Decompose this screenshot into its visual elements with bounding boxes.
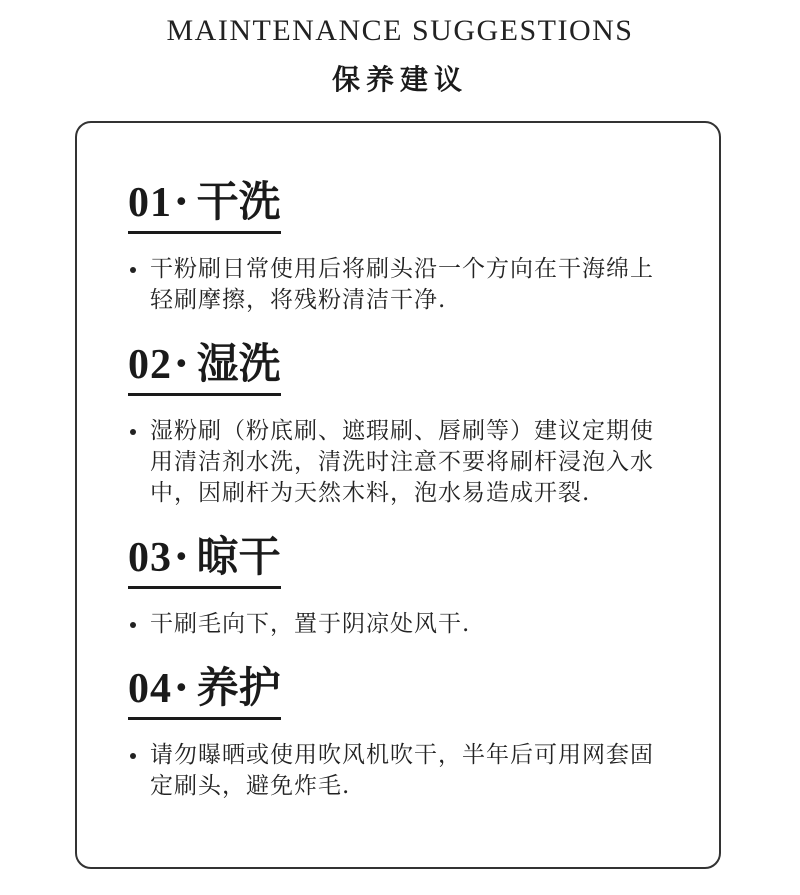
section-heading: [128, 338, 281, 396]
section-number: 02: [128, 342, 172, 388]
section-heading: [128, 662, 281, 720]
page-title-chinese: 保养建议: [331, 63, 468, 96]
section-number: 03: [128, 535, 172, 581]
section-title: 养护: [196, 663, 281, 712]
bullet-item: [128, 416, 688, 509]
section-number: 01: [128, 180, 172, 226]
bullet-line: 请勿曝晒或使用吹风机吹干，半年后可用网套固: [150, 742, 654, 768]
section-title: 晾干: [196, 532, 281, 581]
section-separator: ·: [174, 339, 189, 388]
section-dry-wash: [128, 176, 688, 316]
bullet-line: 中，因刷杆为天然木料，泡水易造成开裂.: [150, 480, 591, 506]
section-separator: ·: [174, 177, 189, 226]
section-title: 干洗: [196, 177, 281, 226]
section-title: 湿洗: [196, 339, 281, 388]
section-separator: ·: [174, 532, 189, 581]
section-separator: ·: [174, 663, 189, 712]
section-wet-wash: [128, 338, 688, 509]
section-air-dry: [128, 531, 688, 640]
bullet-item: [128, 254, 688, 316]
bullet-item: [128, 609, 688, 640]
section-number: 04: [128, 666, 172, 712]
bullet-line: 干刷毛向下，置于阴凉处风干.: [150, 611, 471, 637]
bullet-line: 轻刷摩擦，将残粉清洁干净.: [150, 287, 447, 313]
bullet-line: 用清洁剂水洗，清洗时注意不要将刷杆浸泡入水: [150, 449, 654, 475]
bullet-item: [128, 740, 688, 802]
bullet-line: 湿粉刷（粉底刷、遮瑕刷、唇刷等）建议定期使: [150, 418, 654, 444]
bullet-line: 干粉刷日常使用后将刷头沿一个方向在干海绵上: [150, 256, 654, 282]
bullet-line: 定刷头，避免炸毛.: [150, 773, 351, 799]
section-heading: [128, 176, 281, 234]
section-care: [128, 662, 688, 802]
section-heading: [128, 531, 281, 589]
page-title-english: MAINTENANCE SUGGESTIONS: [166, 14, 634, 47]
